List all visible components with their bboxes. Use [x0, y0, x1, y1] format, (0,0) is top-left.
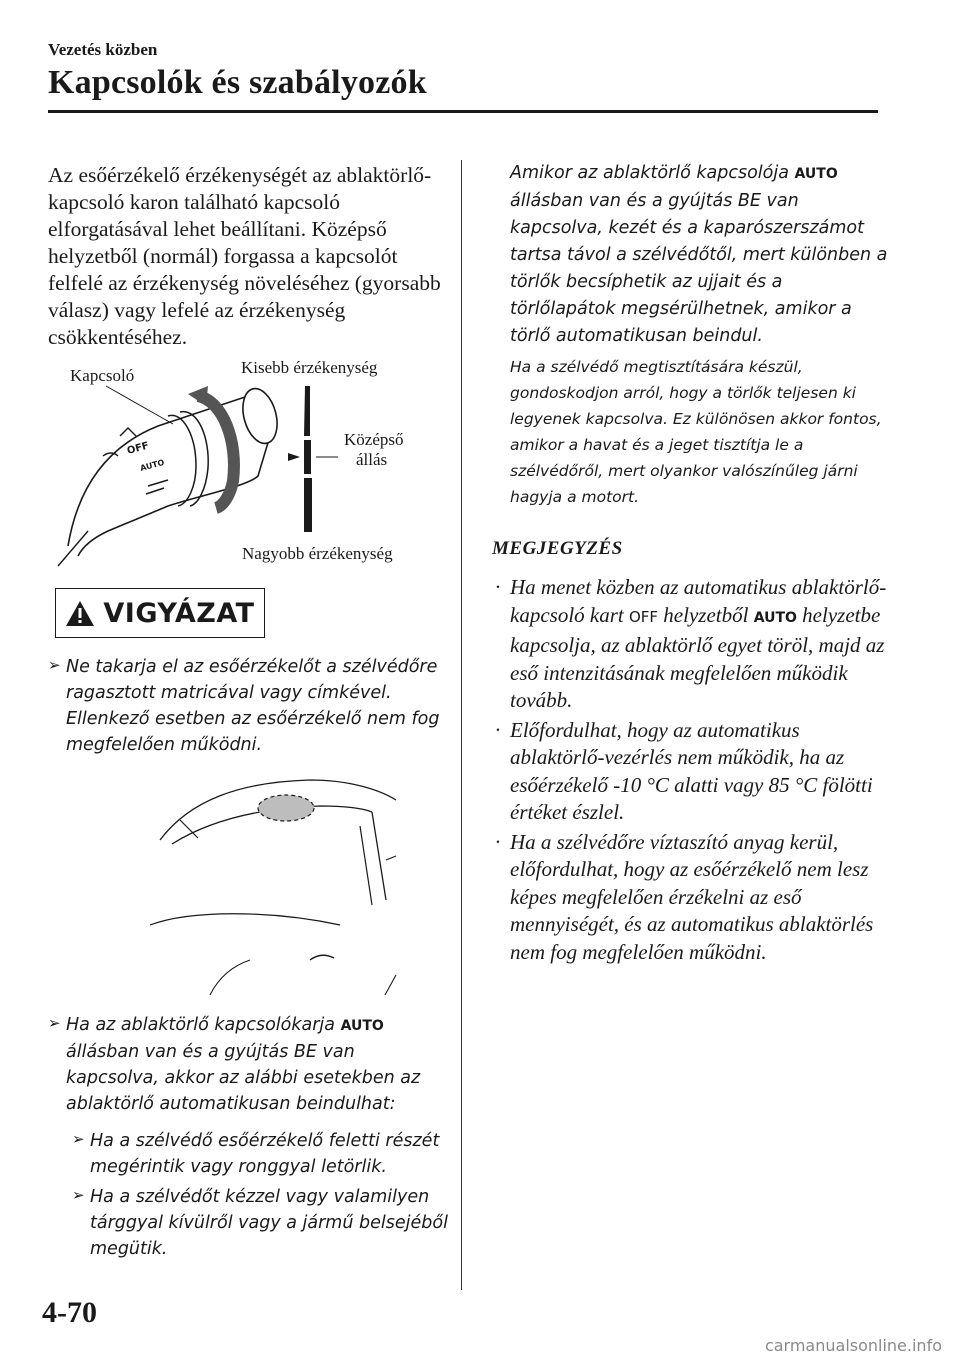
arrow-bullet-icon: ➢ [72, 1186, 85, 1204]
middle-position-label-2: állás [356, 450, 388, 469]
auto-tag: AUTO [794, 166, 838, 182]
auto-tag: AUTO [340, 1018, 384, 1034]
sensitivity-diagram [48, 356, 448, 576]
caution-text-1: Ne takarja el az esőérzékelőt a szélvédőre ragasztott matricával vagy címkével. Ellenkező esetben az esőérzékelő nem fog megfelelően működni. [66, 657, 440, 755]
warning-title: VIGYÁZAT [103, 597, 255, 629]
caution-sub-bullet-2 [72, 1184, 448, 1262]
caution-bullet-1 [48, 654, 448, 758]
arrow-bullet-icon: ➢ [72, 1130, 85, 1148]
header-rule [48, 110, 878, 113]
page-number: 4-70 [42, 1296, 97, 1329]
caution-continuation-small: Ha a szélvédő megtisztítására készül, gondoskodjon arról, hogy a törlők teljesen ki legyenek kapcsolva. Ez különösen akkor fontos, amikor a havat és a jeget tisztítja le a szélvédőről, mert olyankor valószínűleg járni hagyja a motort. [510, 358, 882, 506]
note-heading: MEGJEGYZÉS [492, 538, 623, 559]
caution-continuation [510, 160, 890, 510]
note-item-2: · Előfordulhat, hogy az automatikus ablaktörlő-vezérlés nem működik, ha az esőérzékelő -10 °C alatti vagy 85 °C fölötti értéket észlel. [495, 717, 873, 824]
section-label: Vezetés közben [48, 40, 158, 59]
low-sensitivity-label: Kisebb érzékenység [241, 358, 378, 377]
intro-paragraph: Az esőérzékelő érzékenységét az ablaktörlő-kapcsoló karon található kapcsoló elforgatásával lehet beállítani. Középső helyzetből (normál) forgassa a kapcsolót felfelé az érzékenység növeléséhez (gyorsabb válasz) vagy lefelé az érzékenység csökkentéséhez. [48, 163, 441, 349]
lever-auto-label: AUTO [139, 457, 166, 473]
off-tag: OFF [628, 607, 659, 626]
auto-tag: AUTO [753, 609, 797, 626]
watermark: carmanualsonline.info [764, 1336, 942, 1355]
note-item-3: · Ha a szélvédőre víztaszító anyag kerül, előfordulhat, hogy az esőérzékelő nem lesz képes megfelelően érzékelni az eső mennyiségét, és az automatikus ablaktörlés nem fog megfelelően működni. [495, 829, 874, 964]
caution-sub-text-2: Ha a szélvédőt kézzel vagy valamilyen tárggyal kívülről vagy a jármű belsejéből megütik. [90, 1187, 448, 1259]
warning-box [55, 588, 265, 638]
switch-label: Kapcsoló [70, 366, 135, 385]
arrow-bullet-icon: ➢ [48, 656, 61, 674]
caution-continuation-text: Amikor az ablaktörlő kapcsolója AUTO állásban van és a gyújtás BE van kapcsolva, kezét és a kaparószerszámot tartsa távol a szélvédőtől, mert különben a törlők becsíphetik az ujjait és a törlőlapátok megsérülhetnek, amikor a törlő automatikusan beindul. [510, 163, 888, 346]
high-sensitivity-label: Nagyobb érzékenység [242, 544, 393, 563]
note-item-1: · Ha menet közben az automatikus ablaktörlő-kapcsoló kart OFF helyzetből AUTO helyzetbe kapcsolja, az ablaktörlő egyet töröl, majd az eső intenzitásának megfelelően működik tovább. [495, 575, 887, 712]
caution-bullet-2 [48, 1012, 448, 1117]
warning-icon [65, 600, 95, 627]
caution-sub-text-1: Ha a szélvédő esőérzékelő feletti részét megérintik vagy ronggyal letörlik. [90, 1131, 440, 1177]
caution-text-2: Ha az ablaktörlő kapcsolókarja AUTO állásban van és a gyújtás BE van kapcsolva, akkor az alábbi esetekben az ablaktörlő automatikusan beindulhat: [66, 1015, 421, 1114]
column-divider [461, 160, 462, 1290]
arrow-bullet-icon: ➢ [48, 1014, 61, 1032]
wiper-lever-illustration [48, 356, 448, 576]
middle-position-label: Középső [344, 430, 404, 449]
page-title: Kapcsolók és szabályozók [48, 64, 427, 101]
windshield-sensor-illustration [150, 760, 400, 995]
note-list [492, 574, 887, 968]
caution-sub-bullet-1 [72, 1128, 448, 1180]
lever-off-label: OFF [125, 440, 151, 457]
